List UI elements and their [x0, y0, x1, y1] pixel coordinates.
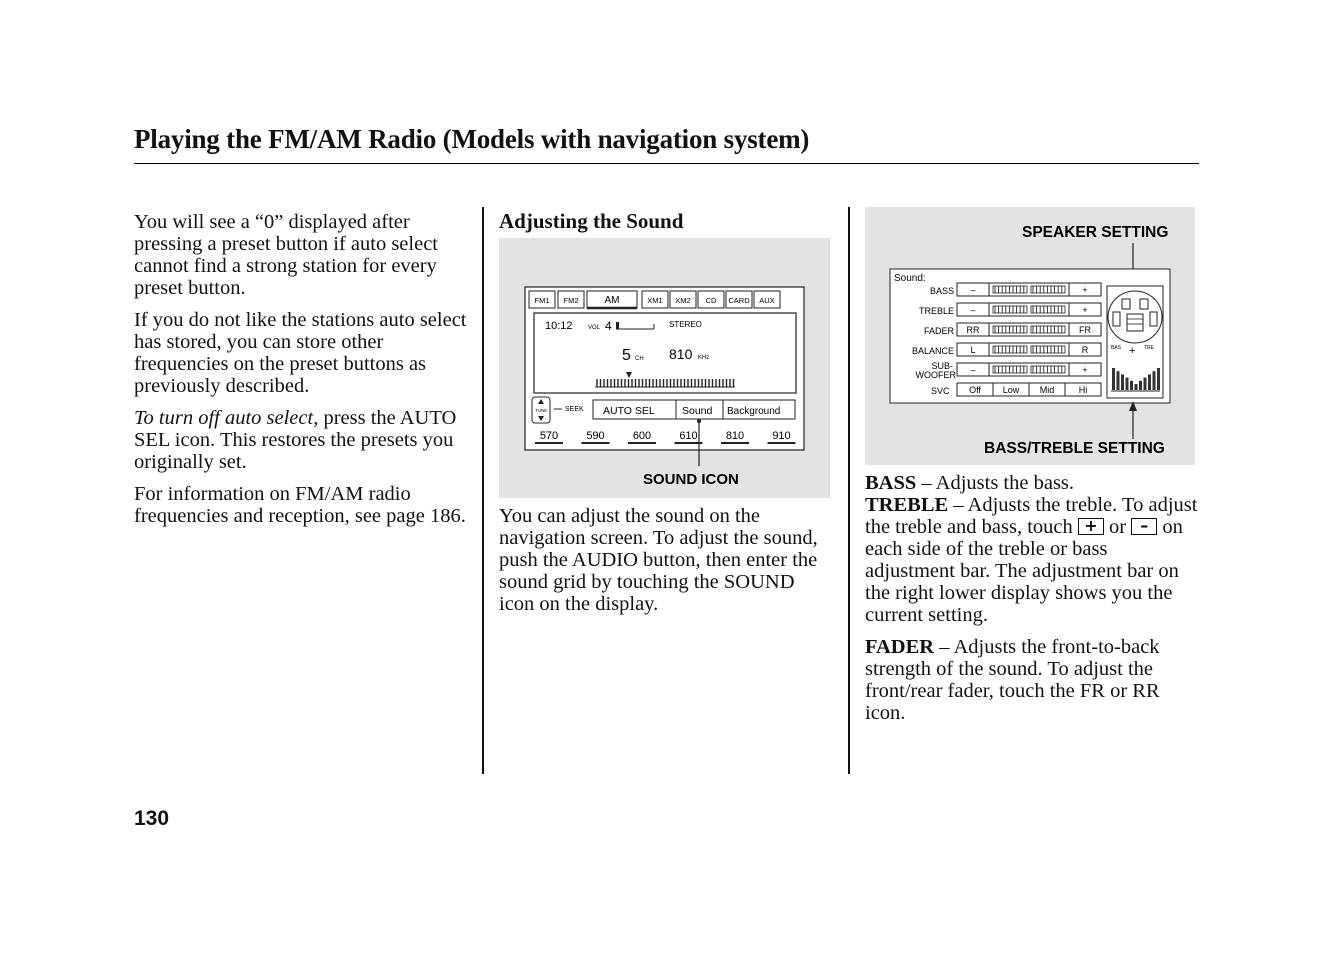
row-control	[957, 283, 1101, 296]
svc-option-label: Low	[1002, 385, 1020, 395]
panel-title: Sound:	[894, 273, 926, 284]
fader-term: FADER	[865, 636, 935, 658]
row-label: FADER	[923, 326, 954, 336]
bass-treble-setting-callout: BASS/TREBLE SETTING	[984, 440, 1165, 457]
title-rule	[134, 163, 1199, 164]
tab-label: AUX	[759, 296, 775, 305]
row-label: TREBLE	[918, 306, 954, 316]
column-3-body	[865, 472, 1200, 734]
column-divider-2	[848, 207, 850, 774]
column-divider-1	[482, 207, 484, 774]
auto-sel-label: AUTO SEL	[603, 405, 655, 417]
source-tabs	[529, 291, 780, 308]
row-left-button: –	[970, 285, 976, 295]
eq-bar	[1135, 384, 1138, 390]
paragraph	[134, 407, 470, 473]
italic-lead: To turn off auto select,	[134, 407, 319, 429]
eq-bar	[1157, 368, 1160, 390]
treble-desc-1: – Adjusts the treble. To adjust the treble and bass, touch	[865, 494, 1198, 538]
background-label: Background	[727, 406, 781, 417]
eq-bar	[1117, 371, 1120, 390]
frequency: 810	[669, 346, 693, 362]
row-right-button: +	[1082, 365, 1088, 375]
row-label: BALANCE	[911, 346, 954, 356]
row-control	[957, 363, 1101, 376]
eq-bar	[1121, 374, 1124, 390]
clock: 10:12	[545, 320, 573, 332]
preset-label: 600	[632, 430, 652, 442]
eq-bar	[1126, 378, 1129, 390]
preset-label: 570	[539, 430, 559, 442]
tab-label: CARD	[728, 296, 750, 305]
vol-indicator	[616, 322, 619, 329]
seek-label: SEEK	[565, 406, 584, 413]
ch-label: CH	[635, 356, 644, 362]
tab-label: CD	[705, 296, 717, 305]
svc-option-label: Hi	[1078, 385, 1088, 395]
treble-definition	[865, 494, 1200, 626]
page-title: Playing the FM/AM Radio (Models with navigation system)	[134, 124, 810, 154]
column-2-body: You can adjust the sound on the navigation screen. To adjust the sound, push the AUDIO button, then enter the sound grid by touching the SOUND icon on the display.	[499, 505, 818, 615]
tre-label: TRE	[1144, 345, 1154, 351]
vol-value: 4	[605, 319, 612, 333]
tune-label: TUNE	[535, 408, 548, 413]
tab-label: XM1	[647, 296, 663, 305]
row-control	[957, 343, 1101, 356]
paragraph: You will see a “0” displayed after pressing a preset button if auto select cannot find a strong station for every preset button.	[134, 211, 438, 299]
preset-label: 590	[586, 430, 605, 442]
column-1	[134, 211, 470, 537]
row-left-button: –	[970, 305, 976, 315]
bass-definition	[865, 472, 1200, 494]
tab-label: XM2	[675, 296, 691, 305]
preset-label: 610	[679, 430, 698, 442]
row-left-button: L	[970, 345, 976, 355]
row-right-button: +	[1082, 305, 1088, 315]
svc-option-label: Off	[969, 385, 981, 395]
eq-bar	[1130, 381, 1133, 390]
eq-bar	[1144, 378, 1147, 390]
row-label: WOOFER	[915, 370, 956, 380]
radio-screen-illustration	[499, 238, 830, 498]
paragraph: If you do not like the stations auto select has stored, you can store other frequencies on the preset buttons as previously described.	[134, 309, 467, 397]
row-right-button: FR	[1079, 325, 1091, 335]
minus-icon: –	[1131, 518, 1157, 535]
fader-definition	[865, 636, 1200, 724]
row-label: BASS	[929, 286, 954, 296]
radio-screen-figure	[499, 238, 830, 498]
eq-bar	[1148, 374, 1151, 390]
eq-bar	[1112, 368, 1115, 390]
tab-label: FM2	[563, 296, 579, 305]
eq-bar	[1139, 381, 1142, 390]
paragraph: For information on FM/AM radio frequencies and reception, see page 186.	[134, 483, 466, 527]
center-plus: +	[1129, 345, 1136, 357]
plus-icon: +	[1078, 518, 1104, 535]
row-left-button: RR	[966, 325, 980, 335]
tab-label: FM1	[534, 296, 550, 305]
treble-term: TREBLE	[865, 494, 949, 516]
sound-settings-figure	[865, 207, 1195, 465]
treble-or: or	[1103, 516, 1132, 538]
bas-label: BAS	[1111, 345, 1122, 351]
treble-desc-2: on each side of the treble or bass adjustment bar. The adjustment bar on the right lower display shows you the current setting.	[865, 516, 1183, 626]
svc-option-label: Mid	[1039, 385, 1055, 395]
vol-label: VOL	[588, 325, 601, 331]
section-heading: Adjusting the Sound	[499, 209, 684, 233]
row-left-button: –	[970, 365, 976, 375]
row-label: SUB-	[931, 361, 953, 371]
speaker-setting-callout: SPEAKER SETTING	[1022, 224, 1169, 241]
paragraph-text: press the AUTO SEL icon. This restores the presets you originally set.	[134, 407, 457, 473]
row-control	[957, 303, 1101, 316]
page-number: 130	[134, 807, 170, 830]
fader-desc: – Adjusts the front-to-back strength of the sound. To adjust the front/rear fader, touch the FR or RR icon.	[865, 636, 1160, 724]
stereo-label: STEREO	[669, 320, 702, 329]
preset-label: 810	[725, 430, 745, 442]
sound-label: Sound	[682, 405, 713, 417]
eq-bar	[1153, 371, 1156, 390]
row-right-button: R	[1081, 345, 1089, 355]
svc-label: SVC	[931, 386, 950, 396]
preset-label: 910	[772, 430, 791, 442]
bass-term: BASS	[865, 472, 917, 494]
tab-label: AM	[604, 295, 620, 306]
sound-icon-callout: SOUND ICON	[643, 471, 739, 488]
khz-label: KHz	[698, 355, 710, 361]
sound-settings-illustration	[865, 207, 1195, 465]
channel-number: 5	[622, 347, 631, 364]
row-right-button: +	[1082, 285, 1088, 295]
svc-options	[957, 383, 1101, 396]
display-area	[534, 313, 796, 393]
bass-desc: – Adjusts the bass.	[916, 472, 1075, 494]
